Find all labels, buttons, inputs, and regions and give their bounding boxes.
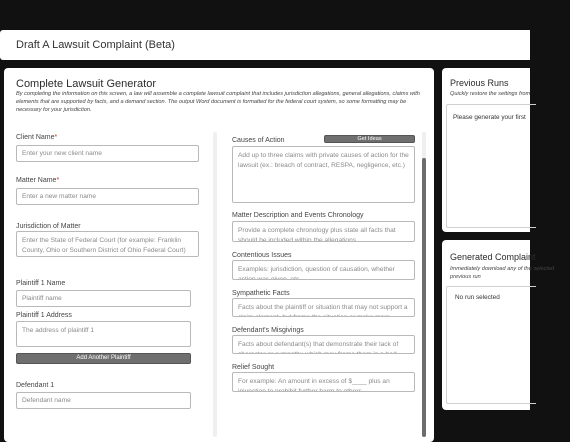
sympathetic-input[interactable]: [232, 298, 415, 317]
chronology-input[interactable]: [232, 221, 415, 242]
plaintiff1-name-input[interactable]: [16, 290, 191, 307]
relief-input[interactable]: [232, 372, 415, 392]
client-name-label: Client Name*: [16, 134, 58, 141]
generated-complaint-subtitle: Immediately download any of the selected previous run: [450, 266, 555, 280]
generated-complaint-title: Generated Complaint: [450, 252, 536, 262]
causes-label: Causes of Action: [232, 137, 285, 144]
generator-panel: [4, 68, 434, 442]
app-title: Draft A Lawsuit Complaint (Beta): [16, 39, 175, 51]
generator-title: Complete Lawsuit Generator: [16, 78, 157, 90]
misgivings-input[interactable]: [232, 335, 415, 354]
generator-description: By completing the information on this screen, a law will assemble a complete lawsuit complaint that includes jurisdiction allegations, general allegations, claims with elements that are supported by facts, and a demand section. The output Word document is formatted for the federal court system, so some formatting may be necessary for your jurisdiction.: [16, 91, 420, 113]
defendant1-label: Defendant 1: [16, 382, 55, 389]
matter-name-input[interactable]: [16, 188, 199, 205]
previous-runs-empty-message: Please generate your first: [453, 114, 526, 121]
left-column-scrollbar[interactable]: [213, 132, 217, 437]
chronology-label: Matter Description and Events Chronology: [232, 212, 364, 219]
matter-name-label: Matter Name*: [16, 177, 60, 184]
generated-complaint-status: No run selected: [455, 294, 500, 301]
relief-label: Relief Sought: [232, 364, 275, 371]
plaintiff1-address-input[interactable]: [16, 321, 191, 347]
contentious-label: Contentious Issues: [232, 252, 292, 259]
generated-complaint-panel: [442, 240, 555, 410]
get-ideas-button[interactable]: Get Ideas: [324, 135, 415, 143]
plaintiff1-address-label: Plaintiff 1 Address: [16, 312, 72, 319]
previous-runs-subtitle: Quickly restore the settings from: [450, 91, 531, 97]
previous-runs-panel: [442, 68, 530, 232]
add-plaintiff-button[interactable]: Add Another Plaintiff: [16, 353, 191, 364]
previous-runs-title: Previous Runs: [450, 78, 509, 88]
misgivings-label: Defendant's Misgivings: [232, 327, 304, 334]
jurisdiction-input[interactable]: [16, 231, 199, 257]
causes-input[interactable]: [232, 146, 415, 203]
plaintiff1-name-label: Plaintiff 1 Name: [16, 280, 66, 287]
right-column-scrollbar-thumb[interactable]: [422, 158, 426, 437]
defendant1-input[interactable]: [16, 392, 191, 409]
jurisdiction-label: Jurisdiction of Matter: [16, 223, 81, 230]
previous-runs-list[interactable]: [446, 104, 536, 228]
contentious-input[interactable]: [232, 260, 415, 280]
sympathetic-label: Sympathetic Facts: [232, 290, 290, 297]
app-header: [0, 30, 530, 60]
generated-complaint-viewer[interactable]: [446, 286, 536, 404]
client-name-input[interactable]: [16, 145, 199, 162]
